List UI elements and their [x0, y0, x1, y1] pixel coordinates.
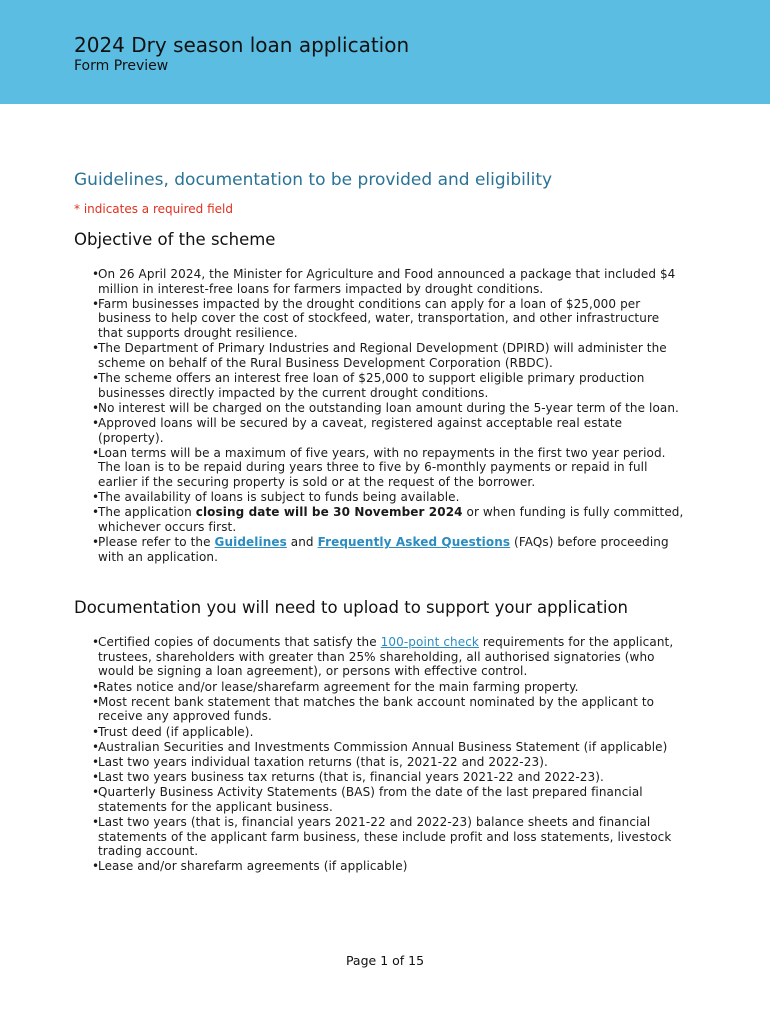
bullet-icon: •: [92, 490, 100, 505]
bullet-icon: •: [92, 724, 100, 739]
bullet-icon: •: [92, 635, 100, 650]
closing-date: closing date will be 30 November 2024: [195, 505, 463, 520]
list-item: • Certified copies of documents that satisfy the 100-point check requirements for the applicant, trustees, shareholders with greater than 25% shareholding, all authorised signatories (who would be signing a loan agreement), or persons with effective control.: [92, 635, 674, 679]
form-subtitle: Form Preview: [74, 58, 169, 74]
list-item: • On 26 April 2024, the Minister for Agriculture and Food announced a package that included $4 million in interest-free loans for farmers impacted by drought conditions.: [92, 267, 676, 296]
100-point-check-link[interactable]: 100-point check: [380, 635, 479, 650]
list-item: • Rates notice and/or lease/sharefarm agreement for the main farming property.: [92, 679, 579, 694]
list-item: • The scheme offers an interest free loan of $25,000 to support eligible primary production businesses directly impacted by the current drought conditions.: [92, 370, 645, 400]
required-field-note: * indicates a required field: [74, 202, 233, 216]
list-item: • Loan terms will be a maximum of five years, with no repayments in the first two year period. The loan is to be repaid during years three to five by 6-monthly payments or repaid in full earlier if the securing property is sold or at the request of the borrower.: [92, 445, 666, 489]
objective-list: [74, 267, 684, 564]
page-number: Page 1 of 15: [345, 953, 425, 968]
bullet-icon: •: [92, 400, 100, 415]
list-item: • Last two years individual taxation returns (that is, 2021-22 and 2022-23).: [92, 754, 548, 769]
bullet-icon: •: [92, 296, 100, 311]
list-item: • Approved loans will be secured by a caveat, registered against acceptable real estate (property).: [92, 415, 623, 445]
faq-link[interactable]: Frequently Asked Questions: [317, 535, 511, 550]
refer-item: • Please refer to the Guidelines and Frequently Asked Questions (FAQs) before proceeding with an application.: [92, 535, 669, 564]
bullet-icon: •: [92, 694, 100, 709]
bullet-icon: •: [92, 445, 100, 460]
list-item: • Last two years business tax returns (that is, financial years 2021-22 and 2022-23).: [92, 770, 604, 785]
list-item: • The Department of Primary Industries and Regional Development (DPIRD) will administer the scheme on behalf of the Rural Business Development Corporation (RBDC).: [92, 341, 667, 370]
list-item: • Quarterly Business Activity Statements (BAS) from the date of the last prepared financial statements for the applicant business.: [92, 785, 643, 814]
list-item: • Australian Securities and Investments Commission Annual Business Statement (if applicable): [92, 739, 668, 754]
list-item: • Trust deed (if applicable).: [92, 724, 254, 739]
list-item: • The availability of loans is subject to funds being available.: [92, 490, 460, 505]
objective-heading: Objective of the scheme: [74, 230, 276, 249]
section-title: Guidelines, documentation to be provided and eligibility: [74, 170, 553, 190]
guidelines-link[interactable]: Guidelines: [214, 535, 287, 550]
closing-date-item: • The application closing date will be 30 November 2024 or when funding is fully committed, whichever occurs first.: [92, 505, 684, 534]
bullet-icon: •: [92, 679, 100, 694]
bullet-icon: •: [92, 739, 100, 754]
bullet-icon: •: [92, 785, 100, 800]
bullet-icon: •: [92, 415, 100, 430]
documentation-list: [74, 635, 684, 874]
list-item: • No interest will be charged on the outstanding loan amount during the 5-year term of the loan.: [92, 400, 679, 415]
list-item: • Most recent bank statement that matches the bank account nominated by the applicant to receive any approved funds.: [92, 694, 655, 724]
form-title: 2024 Dry season loan application: [74, 33, 410, 57]
bullet-icon: •: [92, 267, 100, 281]
main-content: [74, 170, 684, 875]
bullet-icon: •: [92, 505, 100, 520]
bullet-icon: •: [92, 859, 100, 874]
documentation-heading: Documentation you will need to upload to support your application: [74, 598, 628, 618]
bullet-icon: •: [92, 815, 100, 830]
bullet-icon: •: [92, 370, 100, 385]
bullet-icon: •: [92, 754, 100, 769]
page-header: [0, 0, 770, 104]
list-item: • Farm businesses impacted by the drought conditions can apply for a loan of $25,000 per business to help cover the cost of stockfeed, water, transportation, and other infrastructure that supports drought resilience.: [92, 296, 660, 340]
bullet-icon: •: [92, 341, 100, 356]
bullet-icon: •: [92, 770, 100, 785]
bullet-icon: •: [92, 535, 100, 550]
list-item: • Last two years (that is, financial years 2021-22 and 2022-23) balance sheets and financial statements of the applicant farm business, these include profit and loss statements, livestock trading account.: [92, 815, 672, 859]
list-item: • Lease and/or sharefarm agreements (if applicable): [92, 859, 408, 874]
